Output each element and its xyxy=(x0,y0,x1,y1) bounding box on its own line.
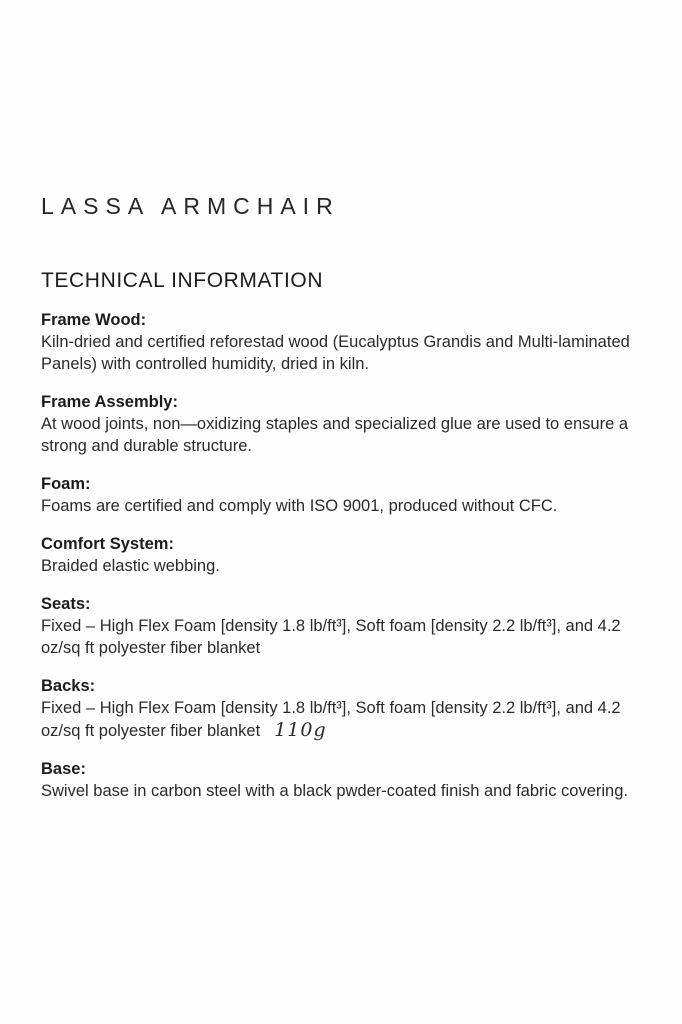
spec-heading-seats: Seats: xyxy=(41,595,91,613)
spec-body-backs-text: Fixed – High Flex Foam [density 1.8 lb/ft³], Soft foam [density 2.2 lb/ft³], and 4.2 oz/sq ft polyester fiber blanket xyxy=(41,699,621,740)
handwritten-annotation: 110g xyxy=(274,719,327,741)
spec-section-frame-wood xyxy=(41,309,630,375)
spec-body-frame-assembly: At wood joints, non—oxidizing staples and specialized glue are used to ensure a strong and durable structure. xyxy=(41,415,629,455)
spec-section-seats xyxy=(41,593,630,659)
spec-heading-backs: Backs: xyxy=(41,677,96,695)
spec-heading-frame-wood: Frame Wood: xyxy=(41,311,147,329)
spec-heading-base: Base: xyxy=(41,760,86,778)
spec-section-backs xyxy=(41,675,630,742)
spec-section-frame-assembly xyxy=(41,391,630,457)
spec-heading-foam: Foam: xyxy=(41,475,91,493)
spec-heading-frame-assembly: Frame Assembly: xyxy=(41,393,178,411)
technical-information-title: TECHNICAL INFORMATION xyxy=(41,269,324,292)
product-title: LASSA ARMCHAIR xyxy=(41,193,340,219)
spec-heading-comfort-system: Comfort System: xyxy=(41,535,174,553)
spec-section-foam xyxy=(41,473,630,517)
spec-body-foam: Foams are certified and comply with ISO 9001, produced without CFC. xyxy=(41,497,558,515)
spec-section-comfort-system xyxy=(41,533,630,577)
spec-body-seats: Fixed – High Flex Foam [density 1.8 lb/ft³], Soft foam [density 2.2 lb/ft³], and 4.2 oz/sq ft polyester fiber blanket xyxy=(41,617,621,657)
spec-body-comfort-system: Braided elastic webbing. xyxy=(41,557,220,575)
spec-body-frame-wood: Kiln-dried and certified reforestad wood (Eucalyptus Grandis and Multi-laminated Panels) with controlled humidity, dried in kiln. xyxy=(41,333,630,373)
spec-section-base xyxy=(41,758,630,802)
spec-body-base: Swivel base in carbon steel with a black pwder-coated finish and fabric covering. xyxy=(41,782,628,800)
spec-body-backs xyxy=(41,697,630,742)
